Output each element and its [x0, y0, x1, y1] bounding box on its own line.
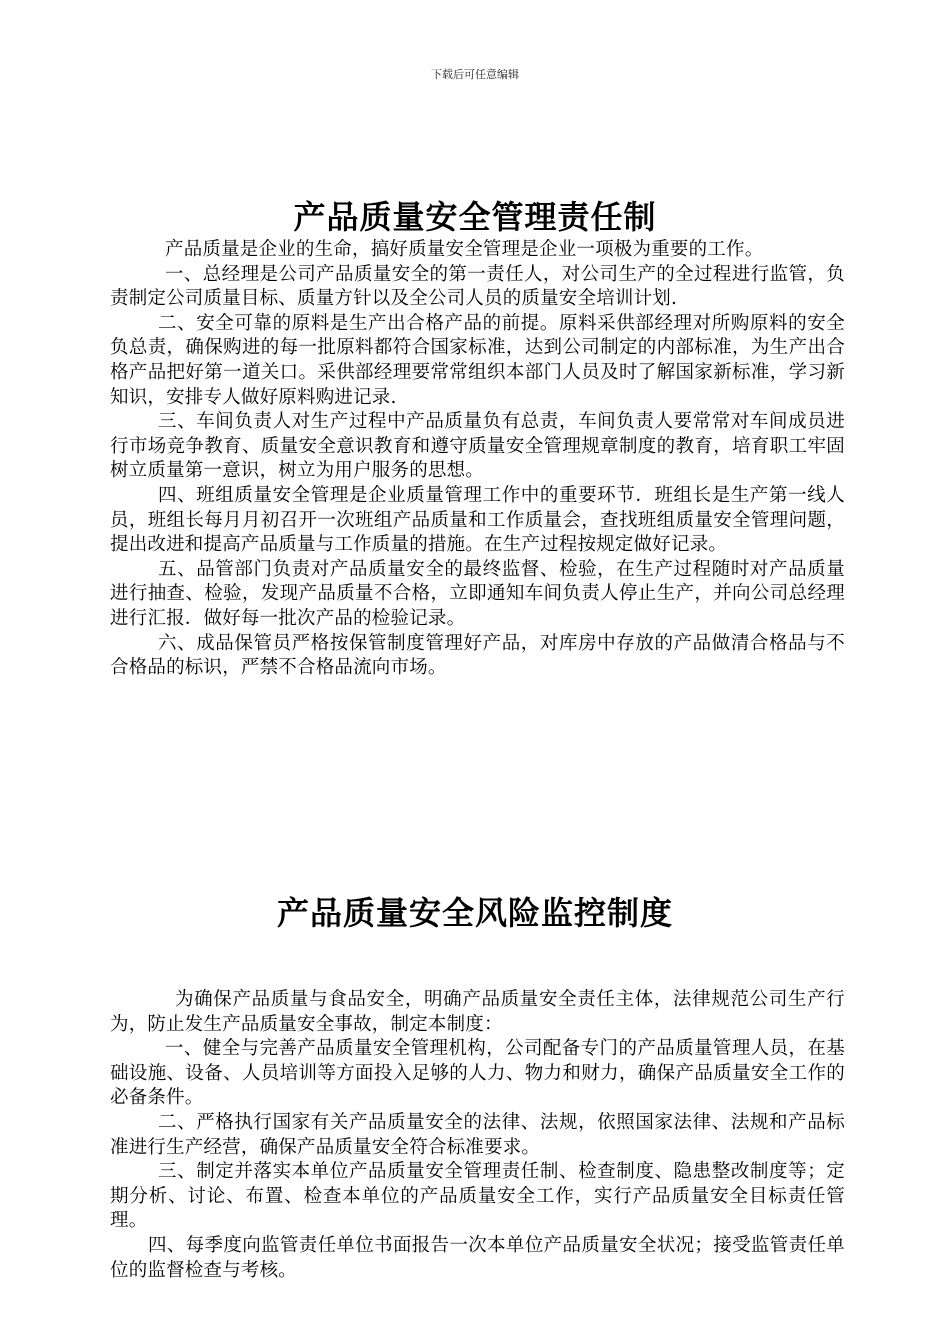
- section2-body: [110, 988, 845, 1283]
- section1-paragraph: 六、成品保管员严格按保管制度管理好产品，对库房中存放的产品做清合格品与不合格品的标识，严禁不合格品流向市场。: [110, 632, 845, 679]
- section1-paragraph: 二、安全可靠的原料是生产出合格产品的前提。原料采供部经理对所购原料的安全负总责，确保购进的每一批原料都符合国家标准，达到公司制定的内部标准，为生产出合格产品把好第一道关口。采供部经理要常常组织本部门人员及时了解国家新标准，学习新知识，安排专人做好原料购进记录.: [110, 312, 845, 408]
- header-note: 下载后可任意编辑: [431, 68, 519, 81]
- section1-paragraph: 产品质量是企业的生命，搞好质量安全管理是企业一项极为重要的工作。: [165, 239, 764, 260]
- section2-paragraph: 三、制定并落实本单位产品质量安全管理责任制、检查制度、隐患整改制度等；定期分析、讨论、布置、检查本单位的产品质量安全工作，实行产品质量安全目标责任管理。: [110, 1161, 845, 1232]
- section1-title: 产品质量安全管理责任制: [293, 198, 657, 236]
- section2-paragraph: 四、每季度向监管责任单位书面报告一次本单位产品质量安全状况；接受监管责任单位的监督检查与考核。: [110, 1234, 845, 1281]
- section2-paragraph: 一、健全与完善产品质量安全管理机构，公司配备专门的产品质量管理人员，在基础设施、设备、人员培训等方面投入足够的人力、物力和财力，确保产品质量安全工作的必备条件。: [110, 1038, 845, 1109]
- section2-paragraph: 二、严格执行国家有关产品质量安全的法律、法规，依照国家法律、法规和产品标准进行生产经营，确保产品质量安全符合标准要求。: [110, 1111, 845, 1158]
- section1-paragraph: 三、车间负责人对生产过程中产品质量负有总责，车间负责人要常常对车间成员进行市场竞争教育、质量安全意识教育和遵守质量安全管理规章制度的教育，培育职工牢固树立质量第一意识，树立为用户服务的思想。: [110, 411, 845, 482]
- section2-paragraph: 为确保产品质量与食品安全，明确产品质量安全责任主体，法律规范公司生产行为，防止发生产品质量安全事故，制定本制度：: [110, 989, 845, 1035]
- section1-body: [110, 238, 845, 681]
- section1-paragraph: 四、班组质量安全管理是企业质量管理工作中的重要环节．班组长是生产第一线人员，班组长每月月初召开一次班组产品质量和工作质量会，查找班组质量安全管理问题，提出改进和提高产品质量与工作质量的措施。在生产过程按规定做好记录。: [110, 484, 845, 556]
- section1-paragraph: 五、品管部门负责对产品质量安全的最终监督、检验，在生产过程随时对产品质量进行抽查、检验，发现产品质量不合格，立即通知车间负责人停止生产，并向公司总经理进行汇报．做好每一批次产品的检验记录。: [110, 558, 845, 629]
- section2-title: 产品质量安全风险监控制度: [276, 894, 673, 932]
- section1-paragraph: 一、总经理是公司产品质量安全的第一责任人，对公司生产的全过程进行监管，负责制定公司质量目标、质量方针以及全公司人员的质量安全培训计划.: [110, 263, 845, 310]
